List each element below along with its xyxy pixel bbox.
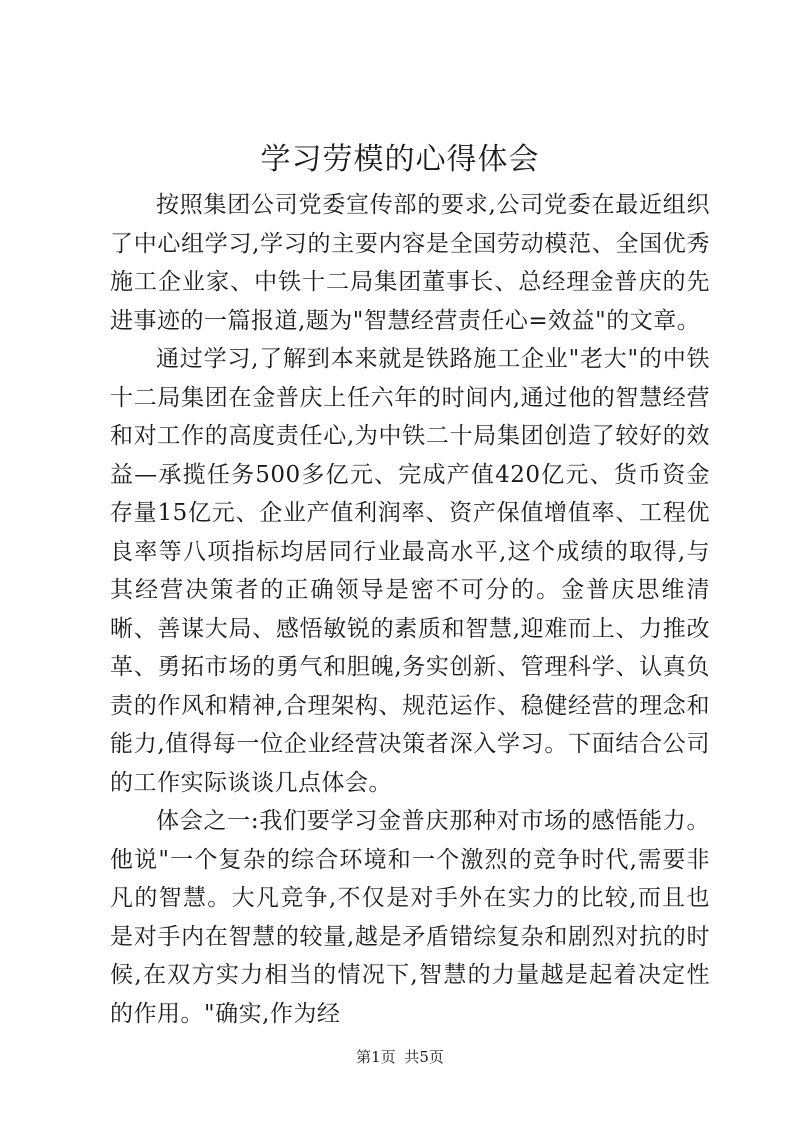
- document-body: [110, 186, 710, 1033]
- paragraph-2: 通过学习,了解到本来就是铁路施工企业"老大"的中铁十二局集团在金普庆上任六年的时间内,通过他的智慧经营和对工作的高度责任心,为中铁二十局集团创造了较好的效益—承揽任务500多亿元、完成产值420亿元、货币资金存量15亿元、企业产值利润率、资产保值增值率、工程优良率等八项指标均居同行业最高水平,这个成绩的取得,与其经营决策者的正确领导是密不可分的。金普庆思维清晰、善谋大局、感悟敏锐的素质和智慧,迎难而上、力推改革、勇拓市场的勇气和胆魄,务实创新、管理科学、认真负责的作风和精神,合理架构、规范运作、稳健经营的理念和能力,值得每一位企业经营决策者深入学习。下面结合公司的工作实际谈谈几点体会。: [110, 346, 710, 796]
- paragraph-1: 按照集团公司党委宣传部的要求,公司党委在最近组织了中心组学习,学习的主要内容是全国劳动模范、全国优秀施工企业家、中铁十二局集团董事长、总经理金普庆的先进事迹的一篇报道,题为"智慧经营责任心=效益"的文章。: [110, 192, 710, 334]
- document-title: 学习劳模的心得体会: [260, 142, 540, 177]
- page-number: 第1页: [356, 1048, 396, 1066]
- paragraph-3: 体会之一:我们要学习金普庆那种对市场的感悟能力。他说"一个复杂的综合环境和一个激烈的竞争时代,需要非凡的智慧。大凡竞争,不仅是对手外在实力的比较,而且也是对手内在智慧的较量,越是矛盾错综复杂和剧烈对抗的时候,在双方实力相当的情况下,智慧的力量越是起着决定性的作用。"确实,作为经: [110, 808, 710, 1027]
- page-total: 共5页: [404, 1048, 444, 1066]
- page-footer: [0, 1047, 800, 1067]
